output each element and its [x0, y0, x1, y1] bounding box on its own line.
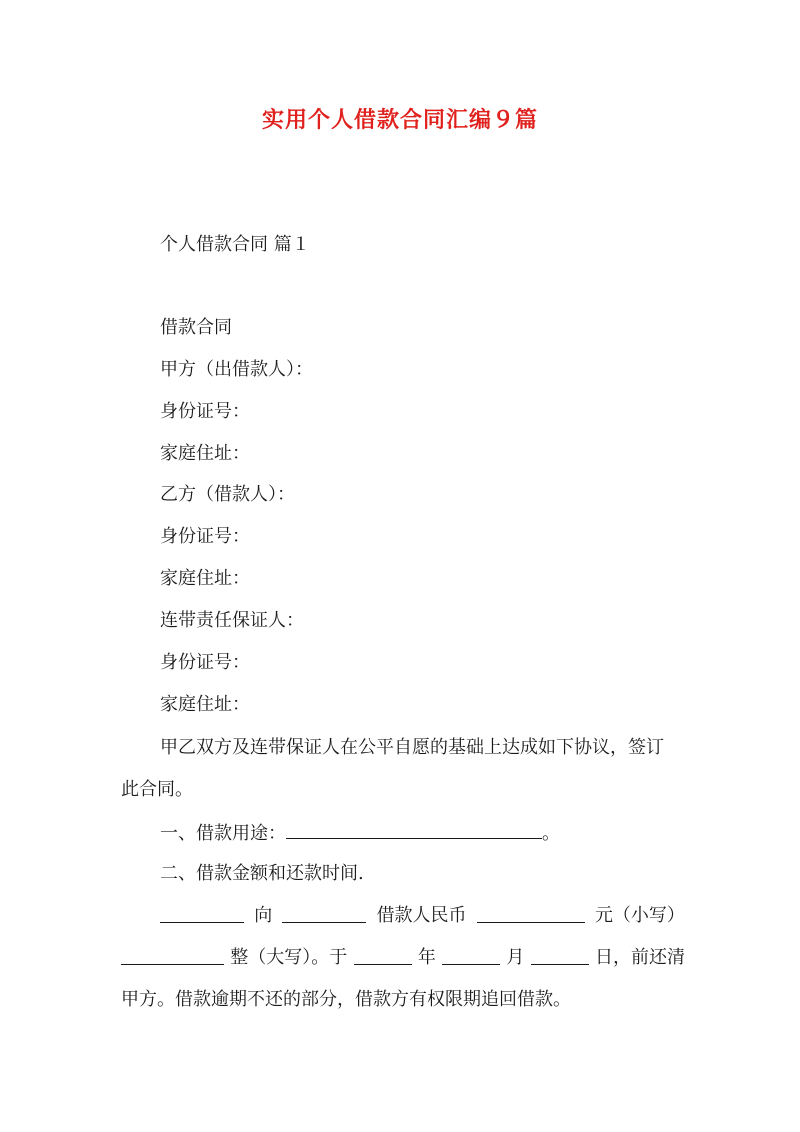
clause2-line1 [160, 904, 685, 928]
party-b-id-label: 身份证号： [160, 526, 250, 547]
party-a-id-label: 身份证号： [160, 401, 250, 422]
document-title: 实用个人借款合同汇编９篇 [261, 107, 538, 133]
agreement-paragraph-line1: 甲乙双方及连带保证人在公平自愿的基础上达成如下协议，签订 [160, 737, 664, 758]
borrower-name-blank [282, 904, 366, 923]
contract-title: 借款合同 [160, 317, 232, 338]
guarantor-id-label: 身份证号： [160, 652, 250, 673]
clause2-to: 向 [254, 905, 273, 926]
party-a-address-label: 家庭住址： [160, 443, 250, 464]
lender-name-blank [160, 904, 244, 923]
clause1-end: 。 [542, 823, 560, 844]
purpose-blank [286, 820, 542, 839]
clause2-borrow: 借款人民币 [376, 905, 467, 926]
amount-small-blank [477, 904, 585, 923]
clause2-heading: 二、借款金额和还款时间. [160, 863, 364, 884]
section-heading: 个人借款合同 篇１ [160, 234, 310, 255]
clause2-year: 年 [417, 947, 436, 968]
clause2-line3: 甲方。借款逾期不还的部分，借款方有权限期追回借款。 [121, 989, 571, 1010]
clause2-month: 月 [506, 947, 525, 968]
clause2-whole: 整（大写）。于 [230, 947, 348, 968]
clause2-line2 [121, 946, 685, 970]
amount-capital-blank [121, 946, 224, 965]
party-b-address-label: 家庭住址： [160, 568, 250, 589]
year-blank [354, 946, 412, 965]
month-blank [442, 946, 500, 965]
clause2-day: 日，前还清 [594, 947, 685, 968]
day-blank [531, 946, 589, 965]
guarantor-address-label: 家庭住址： [160, 694, 250, 715]
clause2-yuan: 元（小写） [594, 905, 685, 926]
party-a-label: 甲方（出借款人）： [160, 359, 313, 380]
clause1-line [160, 820, 560, 846]
clause1-label: 一、借款用途： [160, 823, 286, 844]
agreement-paragraph-line2: 此合同。 [121, 779, 193, 800]
party-b-label: 乙方（借款人）： [160, 484, 295, 505]
guarantor-label: 连带责任保证人： [160, 610, 304, 631]
